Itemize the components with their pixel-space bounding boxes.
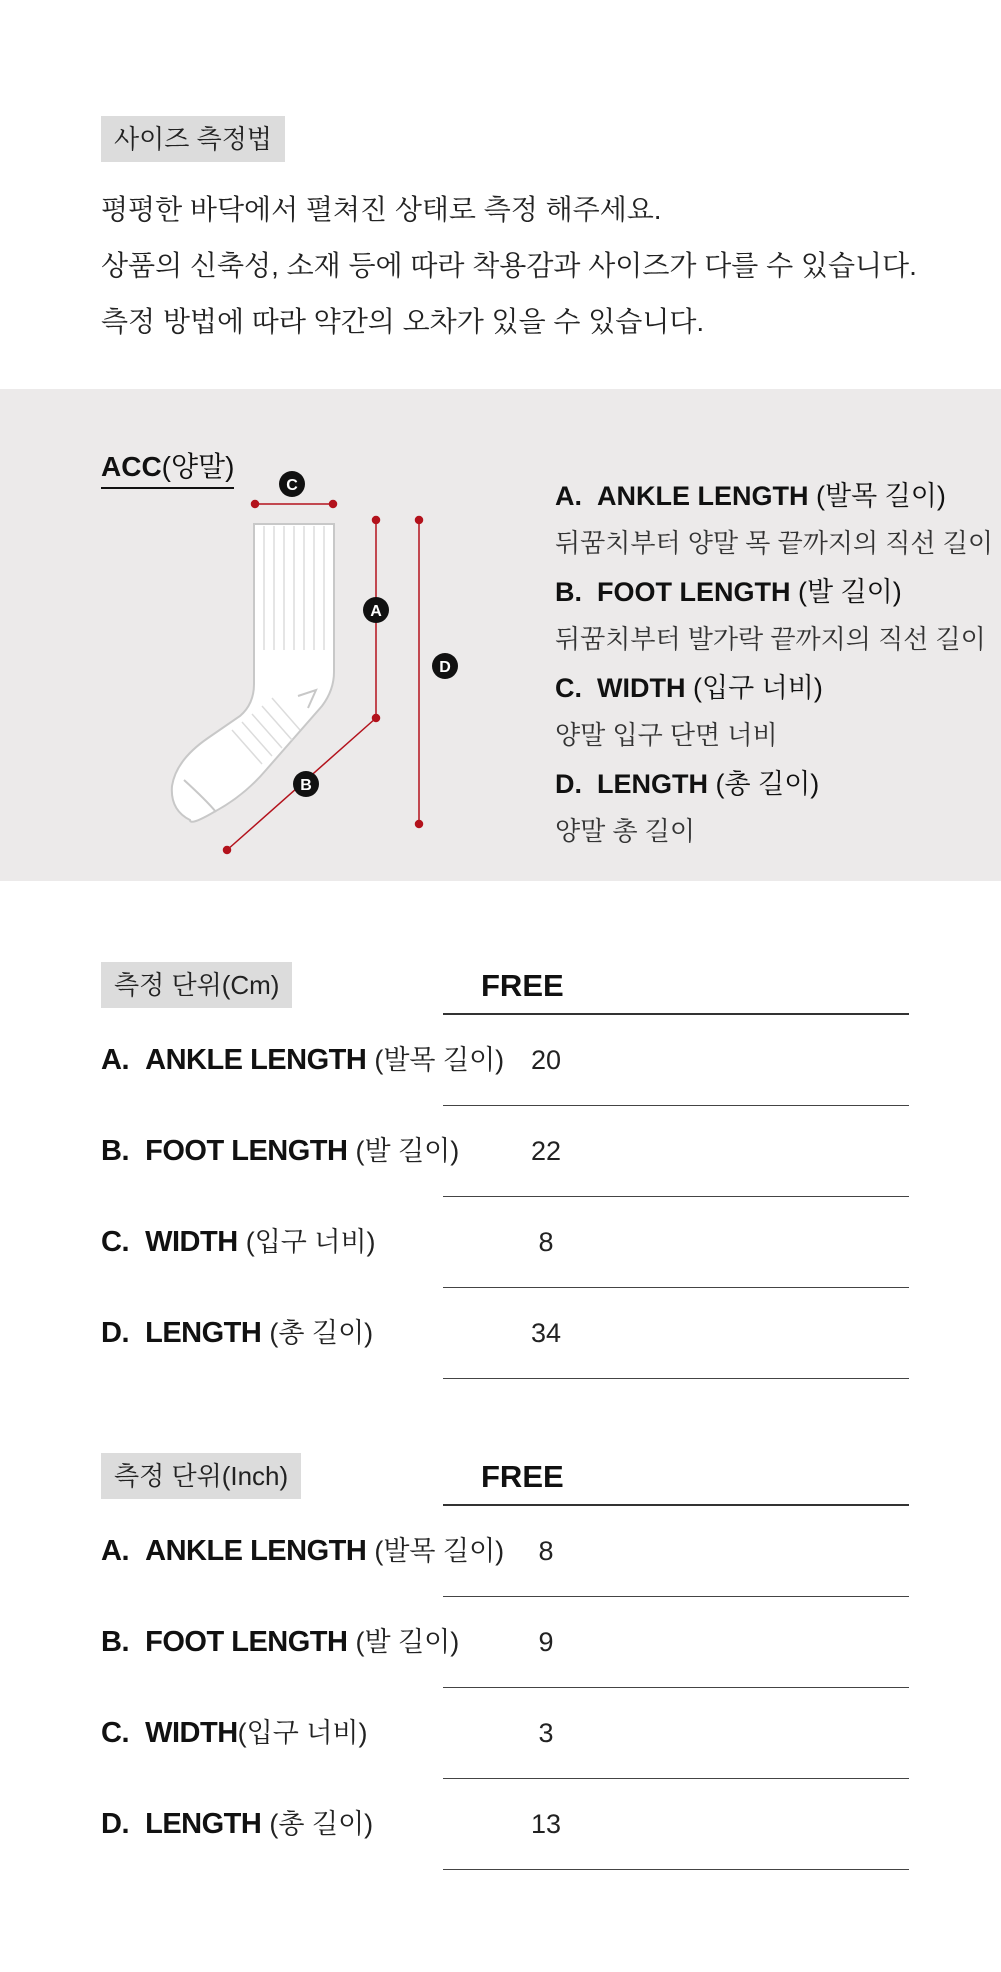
row-value: 13 — [530, 1809, 562, 1839]
svg-text:B: B — [300, 777, 312, 794]
table-row: A. ANKLE LENGTH (발목 길이) 20 — [101, 1015, 909, 1106]
legend-d: D. LENGTH (총 길이) 양말 총 길이 — [555, 769, 820, 846]
svg-text:C: C — [286, 477, 298, 494]
row-value: 9 — [538, 1627, 554, 1657]
table-row: B. FOOT LENGTH (발 길이) 22 — [101, 1106, 909, 1197]
row-value: 20 — [530, 1045, 562, 1075]
table-row: D. LENGTH (총 길이) 34 — [101, 1288, 909, 1379]
guide-line-2: 상품의 신축성, 소재 등에 따라 착용감과 사이즈가 다를 수 있습니다. — [101, 250, 917, 281]
legend-b: B. FOOT LENGTH (발 길이) 뒤꿈치부터 발가락 끝까지의 직선 길이 — [555, 577, 986, 654]
unit-tag-inch: 측정 단위(Inch) — [101, 1453, 301, 1499]
legend-a: A. ANKLE LENGTH (발목 길이) 뒤꿈치부터 양말 목 끝까지의 직선 길이 — [555, 481, 993, 558]
guide-line-1: 평평한 바닥에서 펼쳐진 상태로 측정 해주세요. — [101, 194, 662, 225]
table-row: D. LENGTH (총 길이) 13 — [101, 1779, 909, 1870]
row-value: 34 — [530, 1318, 562, 1348]
marker-b — [293, 771, 319, 797]
table-row: B. FOOT LENGTH (발 길이) 9 — [101, 1597, 909, 1688]
row-value: 8 — [538, 1536, 554, 1566]
size-header-inch: FREE — [481, 1459, 564, 1494]
row-value: 3 — [538, 1718, 554, 1748]
size-table-inch — [101, 1453, 909, 1873]
marker-d — [432, 653, 458, 679]
diagram-title: ACC(양말) — [101, 445, 234, 489]
guide-tag: 사이즈 측정법 — [101, 116, 285, 162]
sock-diagram — [160, 460, 490, 860]
svg-text:D: D — [439, 659, 451, 676]
row-value: 22 — [530, 1136, 562, 1166]
legend-c: C. WIDTH (입구 너비) 양말 입구 단면 너비 — [555, 673, 823, 750]
unit-tag-cm: 측정 단위(Cm) — [101, 962, 292, 1008]
marker-c — [279, 471, 305, 497]
table-row: A. ANKLE LENGTH (발목 길이) 8 — [101, 1506, 909, 1597]
table-row: C. WIDTH(입구 너비) 3 — [101, 1688, 909, 1779]
svg-text:A: A — [370, 603, 382, 620]
row-value: 8 — [538, 1227, 554, 1257]
size-header-cm: FREE — [481, 968, 564, 1003]
size-table-cm — [101, 962, 909, 1382]
guide-line-3: 측정 방법에 따라 약간의 오차가 있을 수 있습니다. — [101, 306, 705, 337]
marker-a — [363, 597, 389, 623]
table-row: C. WIDTH (입구 너비) 8 — [101, 1197, 909, 1288]
